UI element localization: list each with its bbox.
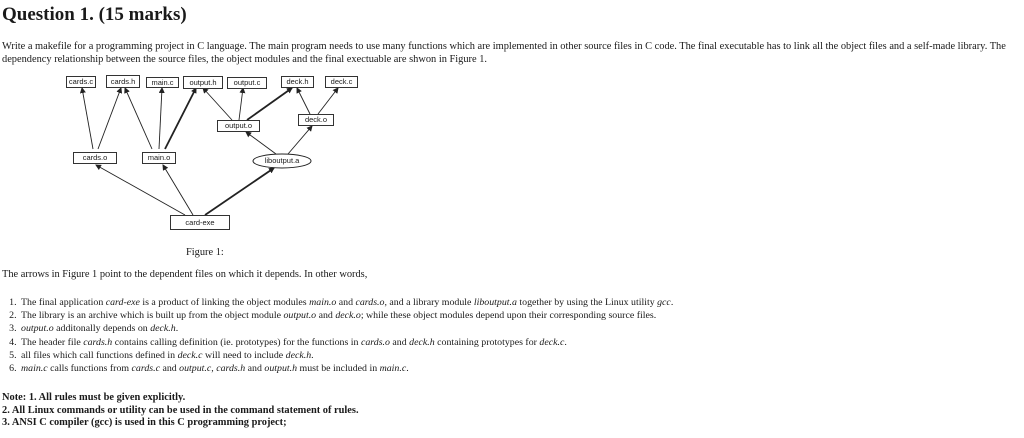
node-cards-c: cards.c bbox=[66, 76, 96, 88]
requirements-list bbox=[2, 296, 1019, 375]
notes-block bbox=[2, 392, 359, 430]
note-line: 3. ANSI C compiler (gcc) is used in this C programming project; bbox=[2, 417, 287, 429]
list-item: 3. output.o additonally depends on deck.h. bbox=[19, 322, 1019, 335]
note-line: Note: 1. All rules must be given explicitly. bbox=[2, 392, 186, 403]
arrow-deck-o-to-deck-h bbox=[297, 88, 310, 114]
node-deck-o: deck.o bbox=[298, 114, 334, 126]
arrow-output-o-to-output-h bbox=[203, 88, 232, 120]
list-item: 6. main.c calls functions from cards.c and output.c, cards.h and output.h must be included in main.c. bbox=[19, 362, 1019, 375]
node-liboutput-a: liboutput.a bbox=[264, 156, 300, 166]
note-line: 2. All Linux commands or utility can be used in the command statement of rules. bbox=[2, 404, 359, 416]
arrow-main-o-to-output-h bbox=[165, 88, 196, 149]
arrow-exe-to-main-o bbox=[163, 165, 193, 215]
node-deck-c: deck.c bbox=[325, 76, 358, 88]
node-main-o: main.o bbox=[142, 152, 176, 164]
node-cards-h: cards.h bbox=[106, 75, 140, 88]
question-title: Question 1. (15 marks) bbox=[2, 4, 187, 25]
intro-paragraph: Write a makefile for a programming project in C language. The main program needs to use many functions which are implemented in other source files in C code. The final executable has to link all the object files and a self-made library. The dependency relationship between the source files, the object modules and the final exectuable are shwon in Figure 1. bbox=[2, 41, 1006, 65]
node-output-c: output.c bbox=[227, 77, 267, 89]
arrow-lib-to-deck-o bbox=[288, 126, 312, 154]
arrow-main-o-to-cards-h bbox=[125, 88, 152, 149]
node-deck-h: deck.h bbox=[281, 76, 314, 88]
dependency-figure bbox=[0, 70, 1024, 265]
arrow-cards-o-to-cards-h bbox=[98, 88, 121, 149]
arrow-deck-o-to-deck-c bbox=[318, 88, 338, 114]
list-item: 2. The library is an archive which is built up from the object module output.o and deck.o; while these object modules depend upon their corresponding source files. bbox=[19, 309, 1019, 322]
arrow-cards-o-to-cards-c bbox=[82, 88, 93, 149]
arrow-exe-to-cards-o bbox=[96, 165, 185, 215]
arrows-explanation: The arrows in Figure 1 point to the dependent files on which it depends. In other words, bbox=[2, 269, 368, 280]
node-output-o: output.o bbox=[217, 120, 260, 132]
dependency-arrows bbox=[0, 70, 1024, 265]
node-card-exe: card-exe bbox=[170, 215, 230, 230]
node-cards-o: cards.o bbox=[73, 152, 117, 164]
arrow-exe-to-lib bbox=[205, 168, 274, 215]
node-main-c: main.c bbox=[146, 77, 179, 88]
arrow-main-o-to-main-c bbox=[159, 88, 162, 149]
figure-caption: Figure 1: bbox=[186, 247, 224, 258]
node-output-h: output.h bbox=[183, 76, 223, 89]
list-item: 4. The header file cards.h contains calling definition (ie. prototypes) for the functions in cards.o and deck.h containing prototypes for deck.c. bbox=[19, 336, 1019, 349]
arrow-lib-to-output-o bbox=[246, 132, 276, 154]
list-item: 5. all files which call functions defined in deck.c will need to include deck.h. bbox=[19, 349, 1019, 362]
arrow-output-o-to-deck-h bbox=[247, 88, 292, 120]
arrow-output-o-to-output-c bbox=[239, 88, 243, 120]
list-item: 1. The final application card-exe is a product of linking the object modules main.o and cards.o, and a library module liboutput.a together by using the Linux utility gcc. bbox=[19, 296, 1019, 309]
